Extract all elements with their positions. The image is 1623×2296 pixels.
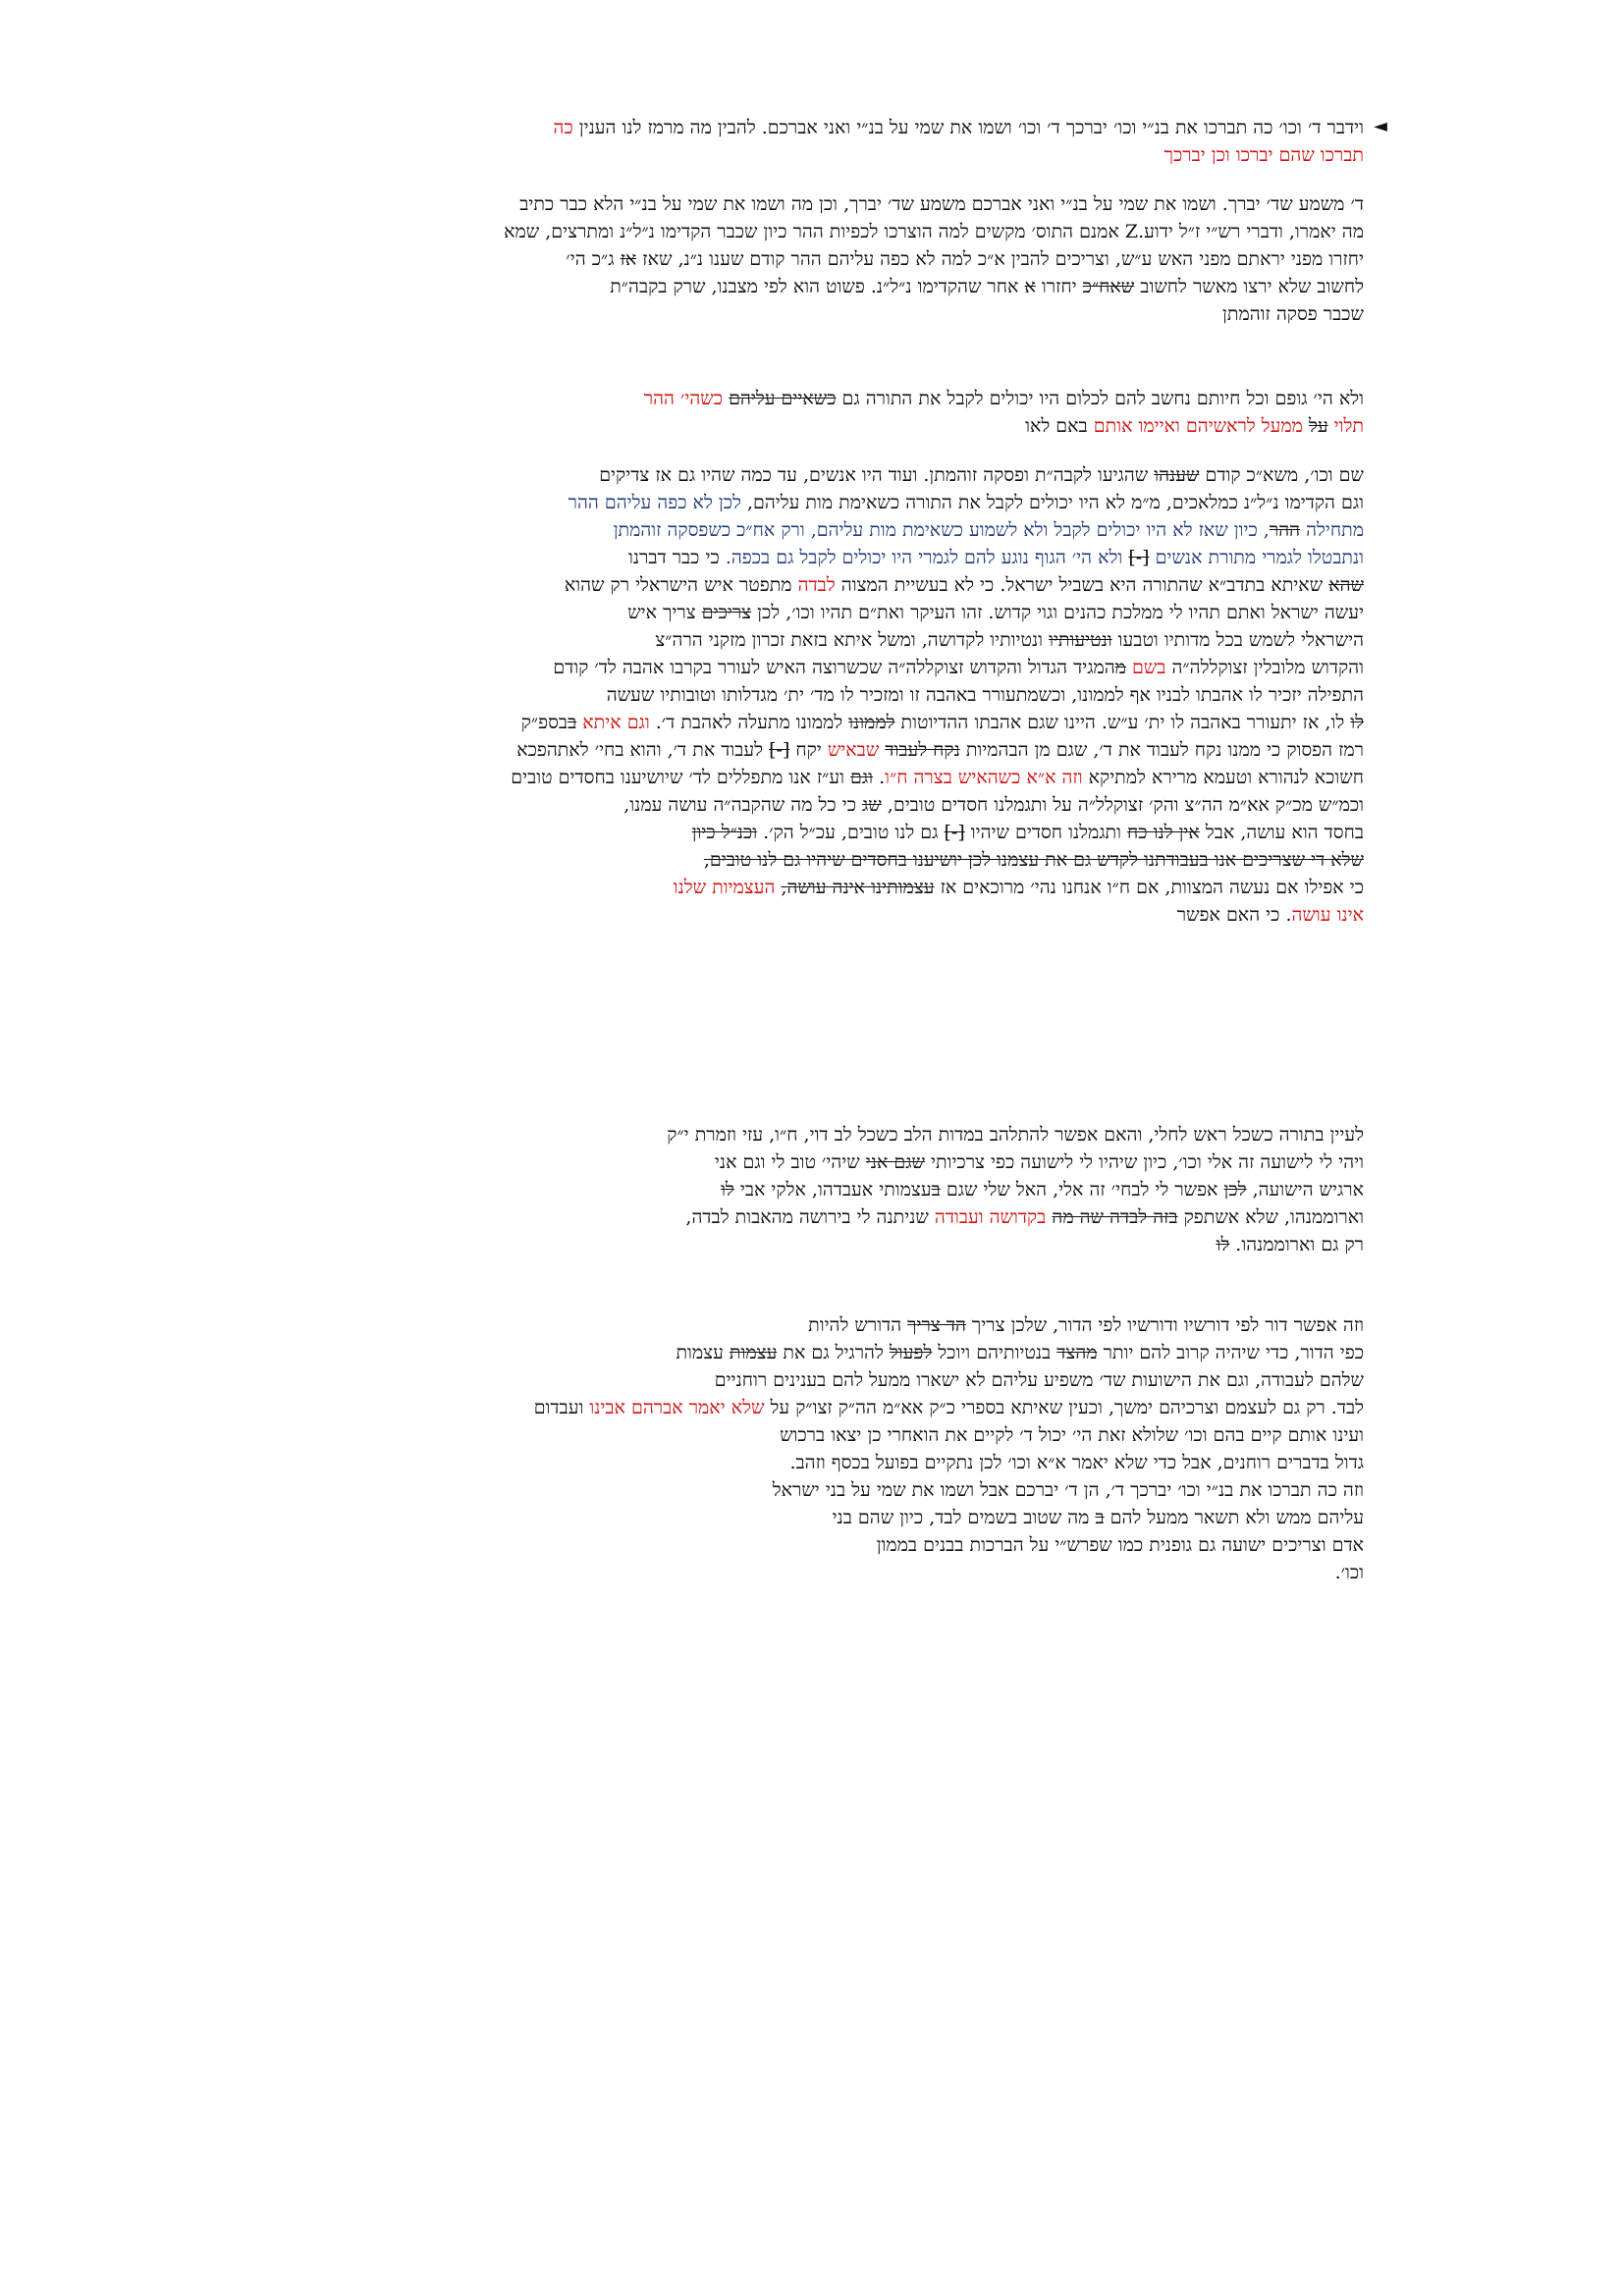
text-segment: לפעול <box>889 1342 933 1363</box>
text-segment: [-] <box>944 822 965 843</box>
text-segment: ותגמלנו חסדים שיהיו <box>964 822 1128 843</box>
text-segment: מתפטר איש הישראלי רק שהוא <box>564 574 798 596</box>
text-segment: על <box>1309 415 1328 437</box>
text-segment: תלוי <box>1327 415 1364 437</box>
text-line <box>333 1311 1364 1339</box>
text-segment: , <box>685 1206 692 1228</box>
text-segment: עצמותינו אינה עושה, <box>781 877 935 898</box>
paragraph <box>235 385 1364 440</box>
text-line <box>333 1366 1364 1394</box>
text-segment: לו <box>1350 712 1364 733</box>
text-segment: שניתנה לי בירושה מהאבות <box>729 1206 935 1228</box>
text-segment: שם וכו׳, משא״כ קודם <box>1199 464 1364 486</box>
text-segment: תברכו שהם יברכו וכן יברכך <box>1163 144 1364 166</box>
text-line <box>244 114 1364 141</box>
text-segment: בחסד הוא עושה, אבל <box>1199 822 1364 843</box>
text-segment: וכמ״ש מכ״ק אא״מ הה״צ והק׳ זצוקלל״ה על ותגמלנו חסדים טובים, <box>881 794 1364 816</box>
text-line <box>333 1394 1364 1421</box>
text-segment: צריך איש <box>627 602 702 623</box>
text-segment: נקח לעבוד <box>885 739 960 761</box>
text-segment: ארגיש הישועה, <box>1246 1179 1364 1201</box>
text-line <box>333 1421 1364 1449</box>
text-segment: ונטיעותיו <box>1049 629 1112 651</box>
text-segment: רמז הפסוק כי ממנו נקח לעבוד את ד׳, שגם מן הבהמיות <box>959 739 1364 761</box>
text-segment: כה <box>553 117 573 138</box>
text-line <box>333 1531 1364 1559</box>
text-line <box>235 489 1364 516</box>
text-line <box>333 1476 1364 1504</box>
text-line <box>333 1559 1364 1586</box>
text-segment: א <box>1024 276 1036 297</box>
text-segment: וידבר ד׳ וכו׳ כה תברכו את בנ״י וכו׳ יברכך ד׳ וכו׳ ושמו את שמי על בנ״י ואני אברכם. להבין מה מרמז לנו הענין <box>572 117 1364 138</box>
text-line <box>235 544 1364 571</box>
text-segment: ויהי לי לישועה זה אלי וכו׳, כיון שיהיו לי לישועה כפי צרכיותי <box>924 1151 1364 1173</box>
text-segment: . <box>873 767 886 788</box>
text-segment: לעיין בתורה כשכל ראש לחלי, והאם אפשר להתלהב במדות הלב כשכל לב דוי, ח״ו, עזי וזמרת י״ק <box>667 1124 1364 1146</box>
text-segment: כפי הדור, כדי שיהיה קרוב להם יותר <box>1097 1342 1364 1363</box>
text-segment: לו <box>721 1179 734 1201</box>
text-segment: לו, אז יתעורר באהבה לו ית׳ ע״ש. היינו שגם אהבתו ההדיוטות <box>894 712 1351 733</box>
text-segment: גדול בדברים רוחנים, אבל כדי שלא יאמר א״א וכו׳ לכן נתקיים בפועל בכסף וזהב. <box>789 1452 1364 1473</box>
text-line <box>235 681 1364 709</box>
text-segment: גם לנו טובים, עכ״ל הק׳. <box>757 822 945 843</box>
paragraph <box>352 1121 1364 1258</box>
text-segment: חשוכא לנהורא וטעמא מרירא למתיקא <box>1082 767 1364 788</box>
text-segment: שלהם לעבודה, וגם את הישועות שד׳ משפיע עליהם לא ישארו ממעל להם בענינים רוחניים <box>714 1369 1364 1391</box>
text-segment: שכבר פסקה זוהמתן <box>1222 303 1364 325</box>
text-segment: אחר שהקדימו נ״ל״נ. פשוט הוא לפי מצבנו, שרק בקבה״ת <box>610 276 1025 297</box>
text-line <box>235 412 1364 440</box>
paragraph <box>333 1311 1364 1586</box>
text-line <box>235 516 1364 544</box>
marker-arrow-icon: ◄ <box>1374 116 1387 136</box>
text-segment: עצמותי אעבדהו, אלקי אבי <box>733 1179 932 1201</box>
text-segment: שאח״כ <box>1082 276 1135 297</box>
text-segment: . כי האם אפשר <box>1176 904 1292 926</box>
text-segment: ד׳ משמע שד׳ יברך. ושמו את שמי על בנ״י ואני אברכם משמע שד׳ יברך, וכן מה ושמו את שמי על בנ״י הלא כבר כתיב <box>519 193 1364 215</box>
text-segment: כי אפילו אם נעשה המצוות, אם ח״ו אנחנו נהי׳ מרוכאים אז <box>934 877 1364 898</box>
text-segment: עצמות <box>729 1342 778 1363</box>
paragraph <box>205 190 1364 328</box>
text-segment: הדורש להיות <box>808 1314 908 1336</box>
text-segment: לבד. רק גם לעצמם וצרכיהם ימשך, וכעין שאיתא בספרי כ״ק אא״מ הה״ק זצו״ק על <box>764 1397 1364 1418</box>
text-segment: כשאיים עליהם <box>729 388 837 409</box>
text-segment: שג <box>862 794 882 816</box>
text-segment: וגם הקדימו נ״ל״נ כמלאכים, מ״מ לא היו יכולים לקבל את התורה כשאימת מות עליהם, <box>740 492 1364 513</box>
text-segment: יעשה ישראל ואתם תהיו לי ממלכת כהנים וגוי קדוש. זהו העיקר ואת״ם תהיו וכו׳, לכן <box>751 602 1364 623</box>
text-segment: וזה כה תברכו את בנ״י וכו׳ יברכך ד׳, הן ד׳ יברכם אבל ושמו את שמי על בני ישראל <box>772 1479 1364 1501</box>
text-segment: וע״ז אנו מתפללים לד׳ שיושיענו בחסדים טובים <box>511 767 851 788</box>
text-segment: שהגיעו לקבה״ת ופסקה זוהמתן. ועוד היו אנשים, עד כמה שהיו גם אז צדיקים <box>599 464 1155 486</box>
text-segment: המגיד הגדול והקדוש זצוקללה״ה שכשרוצה האיש לעורר בקרבו אהבה לד׳ קודם <box>553 657 1115 678</box>
text-segment: כשהי׳ ההר <box>643 388 730 409</box>
text-line <box>205 218 1364 245</box>
text-line <box>235 819 1364 846</box>
text-line <box>352 1148 1364 1176</box>
text-line <box>333 1504 1364 1531</box>
text-segment: שענהו <box>1154 464 1200 486</box>
text-segment: אינו עושה <box>1291 904 1364 926</box>
text-segment: לבדה <box>691 1206 730 1228</box>
text-line <box>235 709 1364 736</box>
text-line <box>235 599 1364 626</box>
text-line <box>205 300 1364 328</box>
text-segment: וגם <box>850 767 874 788</box>
text-segment: באם לאו <box>1025 415 1094 437</box>
text-segment: כי כבר דברנו <box>627 547 726 568</box>
text-line <box>235 791 1364 819</box>
text-segment: לו <box>1216 1234 1230 1255</box>
text-segment: יחזרו מפני יראתם מפני האש ע״ש, וצריכים להבין א״כ למה לא כפה עליהם ההר קודם שענו נ״נ, שאז <box>636 248 1364 270</box>
text-line <box>235 874 1364 901</box>
text-segment: לעבוד את ד׳, והוא בחי׳ לאתהפכא <box>516 739 770 761</box>
text-segment: אדם וצריכים ישועה גם גופנית כמו שפרש״י על הברכות בבנים בממון <box>876 1534 1364 1556</box>
text-line <box>235 901 1364 929</box>
text-segment: שלא די שצריכים אנו בעבודתנו לקדש גם את עצמנו לכן יושיענו בחסדים שיהיו גם לנו טובים, <box>703 849 1364 871</box>
text-line <box>205 273 1364 300</box>
text-segment: וזה אפשר דור לפי דורשיו ודורשיו לפי הדור, שלכן צריך <box>965 1314 1364 1336</box>
text-segment: להרגיל גם את <box>777 1342 890 1363</box>
text-line <box>333 1339 1364 1366</box>
text-segment: מ <box>1114 657 1126 678</box>
text-segment: יחזרו <box>1035 276 1083 297</box>
text-segment: ב <box>1095 1507 1105 1528</box>
text-segment: לממונו <box>848 712 895 733</box>
text-line <box>235 385 1364 412</box>
text-segment: מה שטוב בשמים לבד, כיון שהם בני <box>832 1507 1096 1528</box>
text-segment: לחשוב שלא ירצו מאשר לחשוב <box>1134 276 1364 297</box>
text-line <box>333 1449 1364 1476</box>
text-segment: עליהם ממש ולא תשאר ממעל להם <box>1104 1507 1364 1528</box>
text-segment: שהא <box>1328 574 1364 596</box>
text-segment: וזה א״א כשהאיש בצרה ח״ו <box>885 767 1083 788</box>
text-line <box>235 461 1364 489</box>
text-segment: מה יאמרו, ודברי רש״י ז״ל ידוע.Z אמנם התוס׳ מקשים למה הוצרכו לכפיות ההר כיון שכבר הקדימו נ״ל״נ ומתרצים, שמא <box>504 221 1364 242</box>
text-segment: מתחילה <box>1300 519 1364 541</box>
text-segment: שאיתא בתדב״א שהתורה היא בשביל ישראל. כי לא בעשיית המצוה <box>835 574 1329 596</box>
text-segment: ולא הי׳ גופם וכל חיותם נחשב להם לכלום היו יכולים לקבל את התורה גם <box>836 388 1364 409</box>
text-segment: שלא יאמר אברהם אבינו <box>589 1397 765 1418</box>
text-segment: בקדושה ועבודה <box>934 1206 1047 1228</box>
text-line <box>235 764 1364 791</box>
text-segment: מהצד <box>1056 1342 1098 1363</box>
text-segment: [-] <box>1128 547 1150 568</box>
text-segment: וכנ״ל כיון <box>691 822 758 843</box>
text-line <box>235 571 1364 599</box>
text-line <box>235 654 1364 681</box>
text-segment: העצמיות שלנו <box>673 877 776 898</box>
text-segment: לממונו מתעלה לאהבת ד׳. <box>649 712 849 733</box>
text-segment: עצמות <box>676 1342 730 1363</box>
text-segment: בשם <box>1131 657 1166 678</box>
text-segment: וגם איתא <box>582 712 650 733</box>
text-segment: הד צריך <box>907 1314 966 1336</box>
text-line <box>205 245 1364 273</box>
paragraph <box>235 461 1364 929</box>
text-segment: ג״כ הי׳ <box>566 248 621 270</box>
paragraph <box>244 114 1364 169</box>
text-segment: אין לנו כח <box>1127 822 1200 843</box>
text-segment: והקדוש מלובלין זצוקללה״ה <box>1165 657 1364 678</box>
text-segment: בספ״ק <box>520 712 568 733</box>
text-segment: הישראלי לשמש בכל מדותיו וטבעו <box>1111 629 1364 651</box>
text-segment: רק גם וארוממנהו. <box>1229 1234 1364 1255</box>
text-segment: צריכים <box>701 602 752 623</box>
text-segment: שיהי׳ טוב לי וגם אני <box>714 1151 866 1173</box>
text-segment: שבאיש <box>827 739 880 761</box>
text-segment: ולא הי׳ הגוף נוגע להם לגמרי היו יכולים לקבל גם בכפה. <box>725 547 1129 568</box>
text-segment: ב <box>931 1179 941 1201</box>
text-segment: בזה לבדה שה מה <box>1052 1206 1178 1228</box>
text-segment: יקח <box>789 739 828 761</box>
text-segment: ההר <box>1269 519 1301 541</box>
text-segment: לכן <box>1223 1179 1247 1201</box>
text-segment: ונתבטלו לגמרי מתורת אנשים <box>1149 547 1364 568</box>
text-line <box>352 1176 1364 1203</box>
text-line <box>235 626 1364 654</box>
text-segment: אפשר לי לבחי׳ זה אלי, האל שלי שגם <box>940 1179 1224 1201</box>
text-segment: לכן לא כפה עליהם ההר <box>568 492 741 513</box>
text-segment: כי כל מה שהקבה״ה עושה עמנו, <box>623 794 863 816</box>
text-segment: לבדה <box>797 574 836 596</box>
text-segment: וכו׳. <box>1334 1562 1364 1583</box>
text-segment: ונטיותיו לקדושה, ומשל איתא בזאת זכרון מזקני הרה״צ <box>655 629 1050 651</box>
text-segment: ממעל לראשיהם ואיימו אותם <box>1093 415 1309 437</box>
text-line <box>235 736 1364 764</box>
text-segment: שגם אני <box>865 1151 925 1173</box>
text-segment: התפילה יזכיר לו אהבתו לבניו אף לממונו, וכשמתעורר באהבה זו ומזכיר לו מד׳ ית׳ מגדלותו וטובותיו שעשה <box>606 684 1364 706</box>
text-segment: , כיון שאז לא היו יכולים לקבל ולא לשמוע כשאימת מות עליהם, ורק אח״כ כשפסקה זוהמתן <box>613 519 1270 541</box>
text-segment: בנטיותיהם ויוכל <box>932 1342 1057 1363</box>
text-line <box>244 141 1364 169</box>
text-segment: [-] <box>769 739 790 761</box>
text-line <box>205 190 1364 218</box>
text-line <box>235 846 1364 874</box>
text-segment: ועינו אותם קיים בהם וכו׳ שלולא זאת הי׳ יכול ד׳ לקיים את הואחרי כן יצאו ברכוש <box>780 1424 1364 1446</box>
text-line <box>352 1231 1364 1258</box>
text-segment: ב <box>568 712 577 733</box>
text-segment: וארוממנהו, שלא אשתפק <box>1177 1206 1364 1228</box>
text-segment: ועבדום <box>533 1397 590 1418</box>
text-segment: אז <box>620 248 637 270</box>
text-line <box>352 1203 1364 1231</box>
text-line <box>352 1121 1364 1148</box>
